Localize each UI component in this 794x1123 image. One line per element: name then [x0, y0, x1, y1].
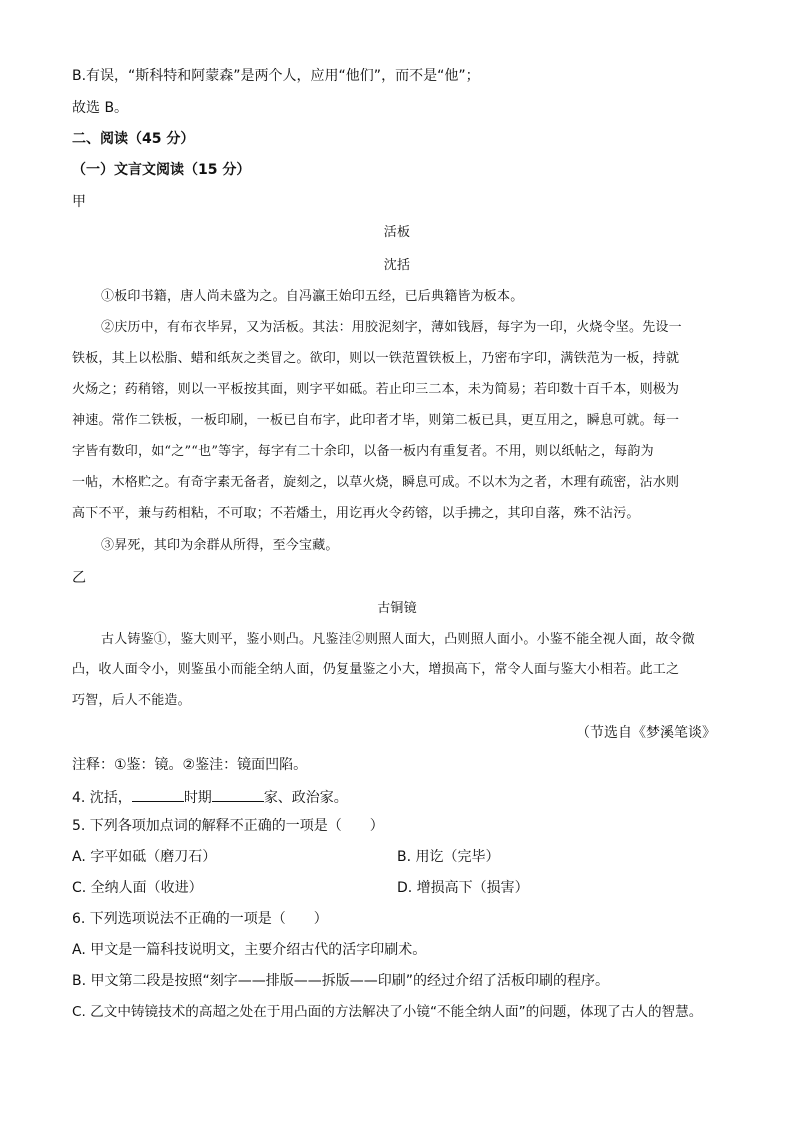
text-a-line: 一帖，木格贮之。有奇字素无备者，旋刻之，以草火烧，瞬息可成。不以木为之者，木理有疏密，沾水则 [72, 475, 680, 490]
text-a-line: 火炀之；药稍镕，则以一平板按其面，则字平如砥。若止印三二本，未为简易；若印数十百千本，则极为 [72, 382, 680, 397]
text-b-line: 凸，收人面令小，则鉴虽小而能全纳人面，仍复量鉴之小大，增损高下，常令人面与鉴大小相若。此工之 [72, 662, 680, 677]
text-a-title: 活板 [383, 225, 411, 240]
q4-prefix: 4. 沈括， [72, 790, 132, 806]
prev-answer-b-line: B.有误，“斯科特和阿蒙森”是两个人，应用“他们”，而不是“他”； [72, 68, 480, 84]
text-a-line: 字皆有数印，如“之”“也”等字，每字有二十余印，以备一板内有重复者。不用，则以纸帖之，每韵为 [72, 444, 654, 459]
q4-blank-1[interactable] [132, 787, 184, 802]
text-a-line: ①板印书籍，唐人尚未盛为之。自冯瀛王始印五经，已后典籍皆为板本。 [101, 289, 524, 304]
question-6-stem: 6. 下列选项说法不正确的一项是（ ） [72, 911, 328, 927]
prev-answer-conclusion: 故选 B。 [72, 100, 129, 116]
text-b-marker: 乙 [72, 570, 86, 586]
text-b-line: 古人铸鉴①，鉴大则平，鉴小则凸。凡鉴洼②则照人面大，凸则照人面小。小鉴不能全视人面，故令微 [101, 632, 696, 647]
notes: 注释：①鉴：镜。②鉴洼：镜面凹陷。 [72, 757, 308, 773]
q6-option-c: C. 乙文中铸镜技术的高超之处在于用凸面的方法解决了小镜“不能全纳人面”的问题，体现了古人的智慧。 [72, 1004, 703, 1020]
section-heading: 二、阅读（45 分） [72, 131, 195, 147]
text-a-line: ②庆历中，有布衣毕昇，又为活板。其法：用胶泥刻字，薄如钱唇，每字为一印，火烧令坚。先设一 [101, 320, 682, 335]
question-4 [72, 787, 348, 807]
q5-option-a: A. 字平如砥（磨刀石） [72, 849, 217, 865]
text-a-line: 神速。常作二铁板，一板印刷，一板已自布字，此印者才毕，则第二板已具，更互用之，瞬息可就。每一 [72, 413, 680, 428]
q4-mid: 时期 [183, 790, 212, 806]
text-a-line: ③昇死，其印为余群从所得，至今宝藏。 [101, 538, 339, 553]
text-a-marker: 甲 [72, 194, 86, 210]
question-5-stem: 5. 下列各项加点词的解释不正确的一项是（ ） [72, 818, 384, 834]
q5-option-d: D. 增损高下（损害） [397, 880, 529, 896]
text-a-author: 沈括 [383, 258, 411, 273]
text-a-line: 铁板，其上以松脂、蜡和纸灰之类冒之。欲印，则以一铁范置铁板上，乃密布字印，满铁范为一板，持就 [72, 351, 680, 366]
q4-suffix: 家、政治家。 [263, 790, 348, 806]
q5-option-c: C. 全纳人面（收进） [72, 880, 203, 896]
text-b-source: （节选自《梦溪笔谈》 [576, 725, 716, 741]
text-b-title: 古铜镜 [377, 601, 417, 616]
q4-blank-2[interactable] [212, 787, 264, 802]
section-subheading: （一）文言文阅读（15 分） [72, 162, 251, 178]
text-a-line: 高下不平，兼与药相粘，不可取；不若燔土，用讫再火令药镕，以手拂之，其印自落，殊不沾污。 [72, 506, 640, 521]
q6-option-b: B. 甲文第二段是按照“刻字——排版——拆版——印刷”的经过介绍了活板印刷的程序。 [72, 973, 610, 989]
q6-option-a: A. 甲文是一篇科技说明文，主要介绍古代的活字印刷术。 [72, 942, 427, 958]
q5-option-b: B. 用讫（完毕） [397, 849, 500, 865]
text-b-line: 巧智，后人不能造。 [72, 693, 191, 708]
